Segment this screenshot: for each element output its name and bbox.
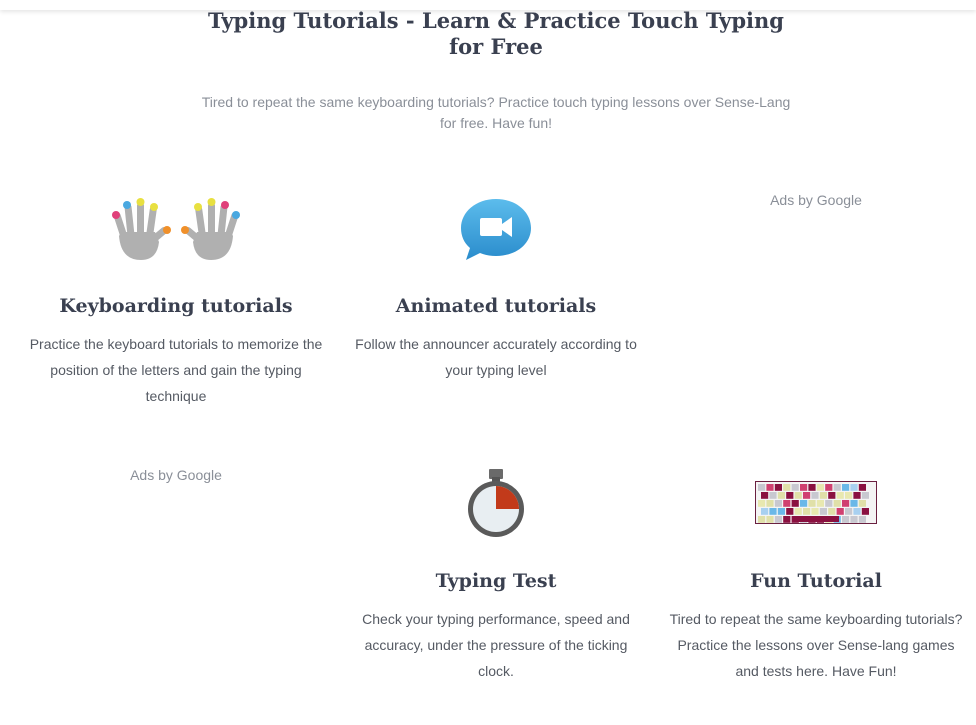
stopwatch-icon [346, 469, 646, 539]
ads-by-google-label[interactable]: Ads by Google [770, 192, 862, 208]
card-typing-test[interactable] [346, 0, 646, 725]
card-description: Check your typing performance, speed and accuracy, under the pressure of the ticking clock. [362, 611, 630, 679]
card-description: Follow the announcer accurately according to your typing level [355, 336, 637, 378]
card-keyboarding-tutorials[interactable] [26, 0, 326, 725]
card-title[interactable]: Fun Tutorial [750, 570, 882, 592]
card-title[interactable]: Keyboarding tutorials [59, 295, 293, 317]
card-description-line-2: Practice the lessons over Sense-lang games and tests here. Have Fun! [677, 637, 955, 679]
page-title: Typing Tutorials - Learn & Practice Touch Typing for Free [208, 8, 784, 59]
card-fun-tutorial[interactable] [666, 0, 966, 725]
card-title[interactable]: Animated tutorials [395, 295, 597, 317]
card-description: Practice the keyboard tutorials to memorize the position of the letters and gain the typing technique [29, 336, 323, 404]
card-description-line-1: Tired to repeat the same keyboarding tutorials? [669, 611, 963, 627]
card-title[interactable]: Typing Test [435, 570, 557, 592]
page-subtitle: Tired to repeat the same keyboarding tutorials? Practice touch typing lessons over Sense-Lang for free. Have fun! [201, 94, 791, 131]
ads-by-google-label[interactable]: Ads by Google [130, 467, 222, 483]
keyboard-icon [666, 481, 966, 524]
hands-icon [26, 196, 326, 262]
card-description [666, 606, 966, 684]
